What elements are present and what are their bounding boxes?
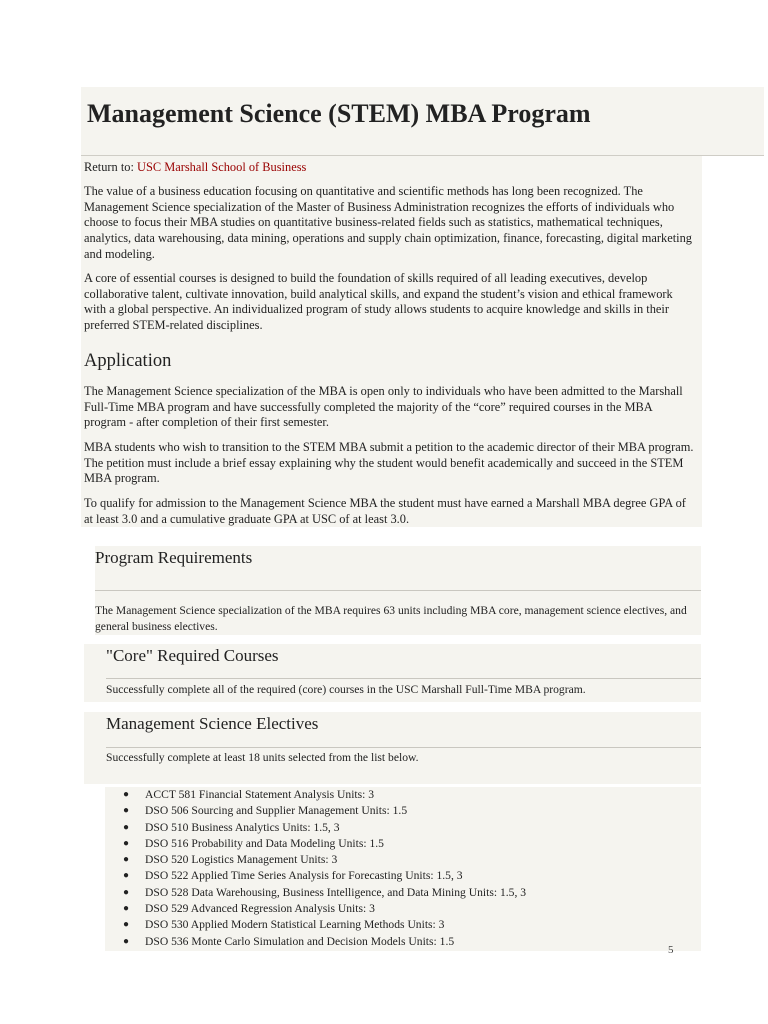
program-requirements-text: The Management Science specialization of the MBA requires 63 units including MBA core, management science electives, and general business electives. xyxy=(95,604,687,633)
bullet-icon: ● xyxy=(123,886,130,898)
electives-heading: Management Science Electives xyxy=(106,714,319,733)
list-item: ● DSO 530 Applied Modern Statistical Learning Methods Units: 3 xyxy=(105,917,701,933)
application-paragraph-3: To qualify for admission to the Management Science MBA the student must have earned a Marshall MBA degree GPA of at least 3.0 and a cumulative graduate GPA at USC of at least 3.0. xyxy=(84,496,686,526)
return-link[interactable]: USC Marshall School of Business xyxy=(137,160,307,174)
application-paragraph-1: The Management Science specialization of the MBA is open only to individuals who have been admitted to the Marshall Full-Time MBA program and have successfully completed the majority of the “core” required courses in the MBA program - after completion of their first semester. xyxy=(84,384,683,430)
electives-course-list xyxy=(105,787,701,951)
page-title: Management Science (STEM) MBA Program xyxy=(87,99,591,128)
divider xyxy=(106,747,701,748)
bullet-icon: ● xyxy=(123,870,130,882)
list-item: ● DSO 520 Logistics Management Units: 3 xyxy=(105,852,701,868)
list-item: ● DSO 506 Sourcing and Supplier Management Units: 1.5 xyxy=(105,803,701,819)
return-line xyxy=(84,160,696,176)
divider xyxy=(95,590,701,591)
title-banner xyxy=(81,87,764,156)
program-requirements-section xyxy=(95,546,701,635)
list-item: ● DSO 536 Monte Carlo Simulation and Decision Models Units: 1.5 xyxy=(105,934,701,950)
electives-text: Successfully complete at least 18 units selected from the list below. xyxy=(106,751,419,764)
list-item: ● DSO 516 Probability and Data Modeling Units: 1.5 xyxy=(105,836,701,852)
bullet-icon: ● xyxy=(123,935,130,947)
bullet-icon: ● xyxy=(123,837,130,849)
bullet-icon: ● xyxy=(123,789,130,800)
list-item: ● DSO 528 Data Warehousing, Business Intelligence, and Data Mining Units: 1.5, 3 xyxy=(105,885,701,901)
bullet-icon: ● xyxy=(123,903,130,915)
list-item: ● ACCT 581 Financial Statement Analysis Units: 3 xyxy=(105,787,701,803)
program-requirements-heading: Program Requirements xyxy=(95,548,253,567)
page-number: 5 xyxy=(668,944,674,956)
bullet-icon: ● xyxy=(123,821,130,833)
main-content xyxy=(81,156,702,527)
intro-paragraph-1: The value of a business education focusing on quantitative and scientific methods has long been recognized. The Management Science specialization of the Master of Business Administration recognizes the efforts of individuals who choose to focus their MBA studies on quantitative business-related fields such as statistics, mathematical techniques, analytics, data warehousing, data mining, operations and supply chain optimization, finance, forecasting, digital marketing and modeling. xyxy=(84,184,693,261)
intro-paragraph-2: A core of essential courses is designed to build the foundation of skills required of all leading executives, develop collaborative talent, cultivate innovation, build analytical skills, and expand the student’s vision and ethical framework with a global perspective. An individualized program of study allows students to acquire knowledge and skills in their preferred STEM-related disciplines. xyxy=(84,271,673,333)
list-item: ● DSO 529 Advanced Regression Analysis Units: 3 xyxy=(105,901,701,917)
core-section xyxy=(84,644,701,702)
core-text: Successfully complete all of the required (core) courses in the USC Marshall Full-Time MBA program. xyxy=(106,683,586,696)
bullet-icon: ● xyxy=(123,919,130,931)
divider xyxy=(106,678,701,679)
bullet-icon: ● xyxy=(123,805,130,817)
core-heading: "Core" Required Courses xyxy=(106,646,279,665)
application-heading: Application xyxy=(84,351,172,371)
return-prefix: Return to: xyxy=(84,160,137,174)
bullet-icon: ● xyxy=(123,854,130,866)
list-item: ● DSO 522 Applied Time Series Analysis for Forecasting Units: 1.5, 3 xyxy=(105,868,701,884)
application-paragraph-2: MBA students who wish to transition to the STEM MBA submit a petition to the academic director of their MBA program. The petition must include a brief essay explaining why the student would benefit academically and succeed in the STEM MBA program. xyxy=(84,440,694,486)
list-item: ● DSO 510 Business Analytics Units: 1.5, 3 xyxy=(105,820,701,836)
electives-section xyxy=(84,712,701,784)
